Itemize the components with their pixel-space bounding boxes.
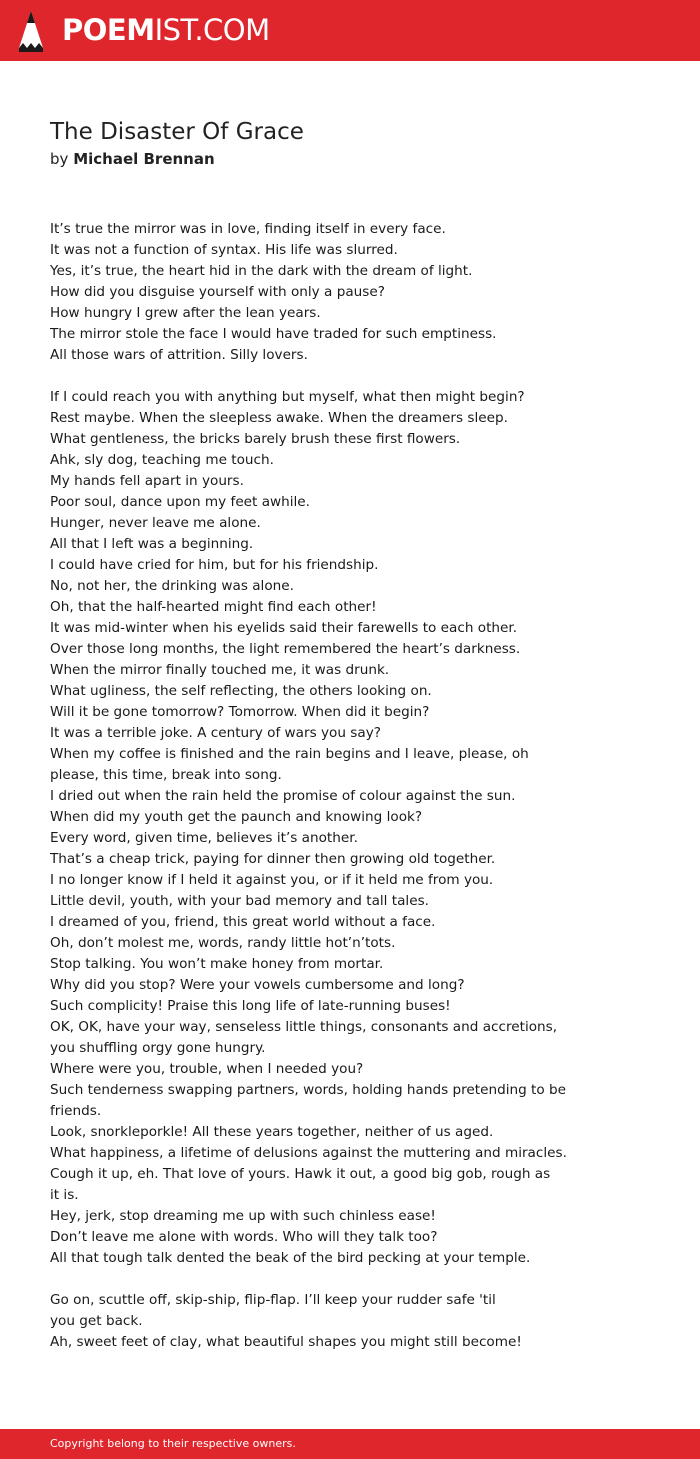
poem-line: It’s true the mirror was in love, finding itself in every face. <box>50 221 446 237</box>
poem-line: OK, OK, have your way, senseless little things, consonants and accretions, <box>50 1019 558 1035</box>
poem-line: The mirror stole the face I would have traded for such emptiness. <box>50 326 497 342</box>
site-footer <box>0 1429 700 1459</box>
poem-line: Where were you, trouble, when I needed you? <box>50 1061 364 1077</box>
poem-body <box>50 219 660 1374</box>
poem-line: Don’t leave me alone with words. Who will they talk too? <box>50 1229 438 1245</box>
logo-bold-text: POEM <box>62 13 155 47</box>
poem-line: Every word, given time, believes it’s another. <box>50 830 358 846</box>
poem-line: please, this time, break into song. <box>50 767 282 783</box>
poem-line: it is. <box>50 1187 79 1203</box>
poem-line: I no longer know if I held it against you, or if it held me from you. <box>50 872 494 888</box>
pencil-icon[interactable] <box>17 10 45 52</box>
poem-line: Poor soul, dance upon my feet awhile. <box>50 494 310 510</box>
poem-line: Such tenderness swapping partners, words, holding hands pretending to be <box>50 1082 567 1098</box>
poem-line: All that tough talk dented the beak of the bird pecking at your temple. <box>50 1250 531 1266</box>
poem-line: When did my youth get the paunch and knowing look? <box>50 809 423 825</box>
poem-line: No, not her, the drinking was alone. <box>50 578 294 594</box>
poem-line: What happiness, a lifetime of delusions against the muttering and miracles. <box>50 1145 567 1161</box>
poem-line: Ahk, sly dog, teaching me touch. <box>50 452 274 468</box>
poem-line: Over those long months, the light remembered the heart’s darkness. <box>50 641 521 657</box>
poem-line: you shuffling orgy gone hungry. <box>50 1040 266 1056</box>
poem-line: All that I left was a beginning. <box>50 536 254 552</box>
by-label: by <box>50 150 69 168</box>
poem-line: It was not a function of syntax. His life was slurred. <box>50 242 398 258</box>
byline <box>50 149 215 169</box>
site-header <box>0 0 700 61</box>
poem-stanza <box>50 219 660 366</box>
poem-line: Ah, sweet feet of clay, what beautiful shapes you might still become! <box>50 1334 522 1350</box>
poem-line: Cough it up, eh. That love of yours. Hawk it out, a good big gob, rough as <box>50 1166 551 1182</box>
poem-line: Oh, don’t molest me, words, randy little hot’n’tots. <box>50 935 396 951</box>
poem-stanza <box>50 1290 660 1353</box>
poem-line: you get back. <box>50 1313 143 1329</box>
poem-line: What ugliness, the self reflecting, the others looking on. <box>50 683 432 699</box>
poem-line: I dried out when the rain held the promise of colour against the sun. <box>50 788 516 804</box>
poem-line: I could have cried for him, but for his friendship. <box>50 557 379 573</box>
logo-light-text: IST.COM <box>154 13 270 47</box>
author-name: Michael Brennan <box>73 150 215 168</box>
poem-line: Hunger, never leave me alone. <box>50 515 261 531</box>
poem-line: It was mid-winter when his eyelids said their farewells to each other. <box>50 620 518 636</box>
poem-line: I dreamed of you, friend, this great world without a face. <box>50 914 436 930</box>
poem-line: When the mirror finally touched me, it was drunk. <box>50 662 390 678</box>
poem-line: That’s a cheap trick, paying for dinner then growing old together. <box>50 851 496 867</box>
poem-line: Stop talking. You won’t make honey from mortar. <box>50 956 384 972</box>
poem-line: Hey, jerk, stop dreaming me up with such chinless ease! <box>50 1208 436 1224</box>
poem-line: All those wars of attrition. Silly lovers. <box>50 347 308 363</box>
poem-stanza <box>50 387 660 1269</box>
poem-line: friends. <box>50 1103 102 1119</box>
poem-line: If I could reach you with anything but myself, what then might begin? <box>50 389 525 405</box>
poem-line: Such complicity! Praise this long life of late-running buses! <box>50 998 451 1014</box>
poem-line: Go on, scuttle off, skip-ship, flip-flap. I’ll keep your rudder safe 'til <box>50 1292 496 1308</box>
poem-line: How hungry I grew after the lean years. <box>50 305 321 321</box>
poem-line: Little devil, youth, with your bad memory and tall tales. <box>50 893 429 909</box>
poem-line: What gentleness, the bricks barely brush these first flowers. <box>50 431 461 447</box>
poem-line: Rest maybe. When the sleepless awake. When the dreamers sleep. <box>50 410 508 426</box>
poem-line: How did you disguise yourself with only a pause? <box>50 284 385 300</box>
site-logo[interactable] <box>62 12 270 48</box>
poem-line: My hands fell apart in yours. <box>50 473 244 489</box>
poem-line: It was a terrible joke. A century of wars you say? <box>50 725 381 741</box>
poem-line: Why did you stop? Were your vowels cumbersome and long? <box>50 977 465 993</box>
poem-title: The Disaster Of Grace <box>50 119 304 145</box>
poem-line: Will it be gone tomorrow? Tomorrow. When did it begin? <box>50 704 430 720</box>
poem-line: Yes, it’s true, the heart hid in the dark with the dream of light. <box>50 263 473 279</box>
poem-line: When my coffee is finished and the rain begins and I leave, please, oh <box>50 746 529 762</box>
copyright-text: Copyright belong to their respective owners. <box>50 1437 296 1450</box>
poem-line: Look, snorkleporkle! All these years together, neither of us aged. <box>50 1124 494 1140</box>
poem-line: Oh, that the half-hearted might find each other! <box>50 599 377 615</box>
